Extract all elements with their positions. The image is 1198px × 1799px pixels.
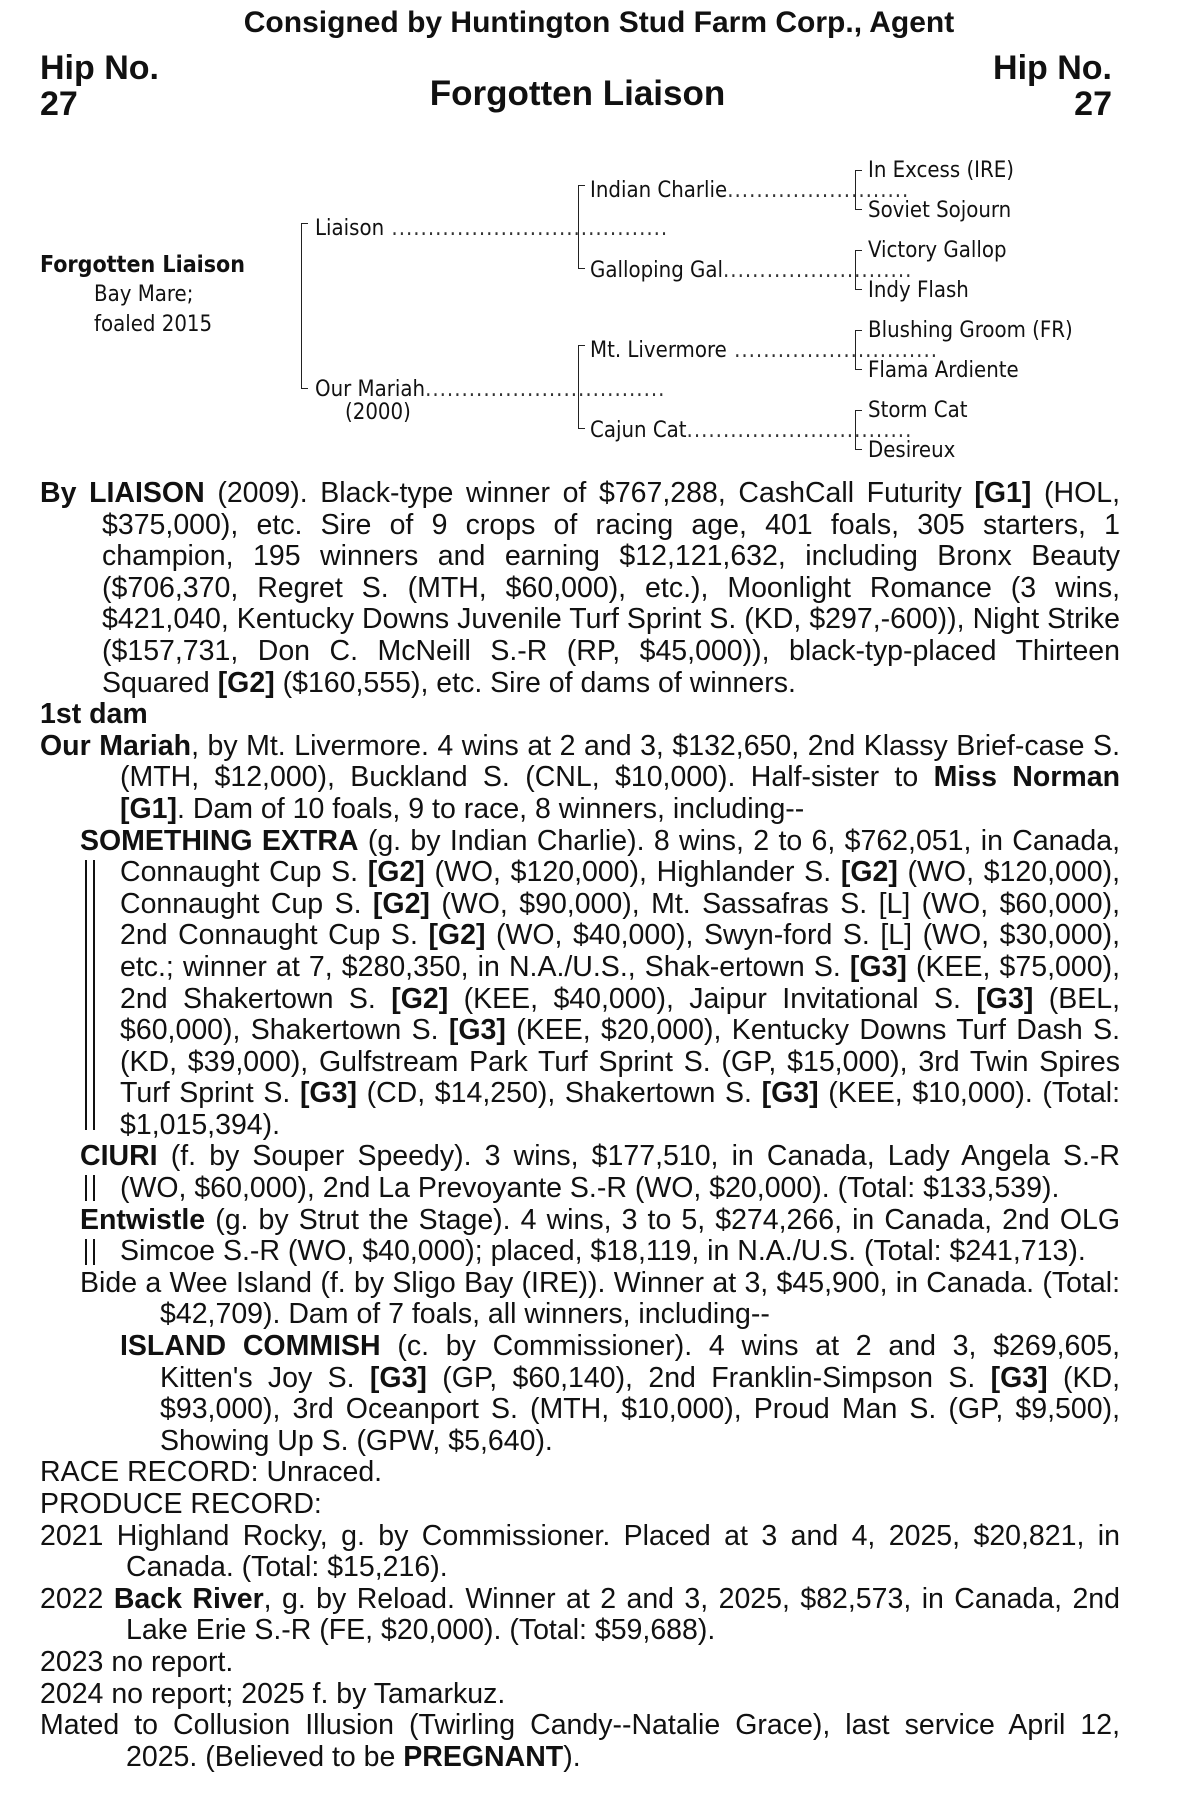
produce-bar [85, 1239, 95, 1265]
produce-something-extra: SOMETHING EXTRA (g. by Indian Charlie). 8 wins, 2 to 6, $762,051, in Canada, Connaught Cup S. [G2] (WO, $120,000), Highlander S. [G2] (WO, $120,000), Connaught Cup S. [G2] (WO, $90,000), Mt. Sassafras S. [L] (WO, $60,000), 2nd Connaught Cup S. [G2] (WO, $40,000), Swyn-ford S. [L] (WO, $30,000), etc.; winner at 7, $280,350, in N.A./U.S., Shak-ertown S. [G3] (KEE, $75,000), 2nd Shakertown S. [G2] (KEE, $40,000), Jaipur Invitational S. [G3] (BEL, $60,000), Shakertown S. [G3] (KEE, $20,000), Kentucky Downs Turf Dash S. (KD, $39,000), Gulfstream Park Turf Sprint S. (GP, $15,000), 3rd Twin Spires Turf Sprint S. [G3] (CD, $14,250), Shakertown S. [G3] (KEE, $10,000). (Total: $1,015,394). [80, 824, 1121, 1141]
pedigree-dam-year: (2000) [345, 400, 411, 425]
produce-entwistle: Entwistle (g. by Strut the Stage). 4 wins, 3 to 5, $274,266, in Canada, 2nd OLG Simcoe S.-R (WO, $40,000); placed, $18,119, in N.A./U.S. (Total: $241,713). [80, 1203, 1121, 1268]
catalog-body [40, 478, 1120, 1773]
produce-bar [85, 860, 95, 1130]
produce-2024: 2024 no report; 2025 f. by Tamarkuz. [40, 1677, 506, 1710]
hip-value: 27 [40, 85, 78, 123]
pedigree-bracket-g3-2 [855, 250, 856, 290]
pedigree-bracket-g3-3 [855, 330, 856, 370]
pedigree-gg-3: Victory Gallop [868, 238, 1007, 263]
first-dam-heading: 1st dam [40, 698, 148, 731]
pedigree-bracket-g3-1 [855, 170, 856, 210]
hip-label: Hip No. [993, 49, 1112, 87]
pedigree-gg-7: Storm Cat [868, 398, 968, 423]
pedigree-dam-sire: Mt. Livermore ............................ [590, 338, 939, 363]
horse-title: Forgotten Liaison [429, 74, 726, 113]
pedigree-gg-5: Blushing Groom (FR) [868, 318, 1073, 343]
pedigree-gg-2: Soviet Sojourn [868, 198, 1012, 223]
produce-ciuri: CIURI (f. by Souper Speedy). 3 wins, $177,510, in Canada, Lady Angela S.-R (WO, $60,000), 2nd La Prevoyante S.-R (WO, $20,000). (Total: $133,539). [80, 1140, 1121, 1205]
pedigree-gg-6: Flama Ardiente [868, 358, 1019, 383]
pedigree-bracket-g3-4 [855, 410, 856, 450]
pedigree-dam: Our Mariah................................. [315, 377, 666, 402]
produce-island-commish: ISLAND COMMISH (c. by Commissioner). 4 wins at 2 and 3, $269,605, Kitten's Joy S. [G3] (GP, $60,140), 2nd Franklin-Simpson S. [G3] (KD, $93,000), 3rd Oceanport S. (MTH, $10,000), Proud Man S. (GP, $9,500), Showing Up S. (GPW, $5,640). [120, 1330, 1120, 1457]
pedigree-bracket-dam [578, 345, 579, 429]
pedigree-subject-name: Forgotten Liaison [40, 252, 246, 278]
pedigree-bracket-sire [578, 185, 579, 269]
produce-record-heading: PRODUCE RECORD: [40, 1488, 322, 1520]
produce-2021: 2021 Highland Rocky, g. by Commissioner. Placed at 3 and 4, 2025, $20,821, in Canada. (Total: $15,216). [40, 1519, 1120, 1584]
pedigree-gg-1: In Excess (IRE) [868, 158, 1014, 183]
pedigree-subject-desc2: foaled 2015 [94, 312, 213, 337]
mating-statement: Mated to Collusion Illusion (Twirling Candy--Natalie Grace), last service April 12, 2025. (Believed to be PREGNANT). [40, 1709, 1120, 1773]
sire-paragraph: By LIAISON (2009). Black-type winner of $767,288, CashCall Futurity [G1] (HOL, $375,000), etc. Sire of 9 crops of racing age, 401 foals, 305 starters, 1 champion, 195 winners and earning $12,121,632, including Bronx Beauty ($706,370, Regret S. (MTH, $60,000), etc.), Moonlight Romance (3 wins, $421,040, Kentucky Downs Juvenile Turf Sprint S. (KD, $297,-600)), Night Strike ($157,731, Don C. McNeill S.-R (RP, $45,000)), black-typ-placed Thirteen Squared [G2] ($160,555), etc. Sire of dams of winners. [40, 477, 1121, 699]
pedigree-gg-8: Desireux [868, 438, 956, 463]
consignor-line: Consigned by Huntington Stud Farm Corp., Agent [243, 6, 955, 39]
pedigree-subject-desc1: Bay Mare; [94, 282, 194, 307]
pedigree-dam-dam: Cajun Cat............................... [590, 418, 913, 443]
pedigree-sire: Liaison ...................................... [315, 216, 669, 241]
produce-2022: 2022 Back River, g. by Reload. Winner at 2 and 3, 2025, $82,573, in Canada, 2nd Lake Erie S.-R (FE, $20,000). (Total: $59,688). [40, 1582, 1121, 1647]
first-dam-name: Our Mariah [40, 729, 192, 762]
hip-value: 27 [1074, 85, 1112, 123]
pedigree-gg-4: Indy Flash [868, 278, 969, 303]
race-record: RACE RECORD: Unraced. [40, 1456, 383, 1489]
pedigree-sire-dam: Galloping Gal.......................... [590, 258, 913, 283]
produce-bide-a-wee-island: Bide a Wee Island (f. by Sligo Bay (IRE)). Winner at 3, $45,900, in Canada. (Total: $42,709). Dam of 7 foals, all winners, including-- [80, 1266, 1120, 1331]
produce-2023: 2023 no report. [40, 1645, 234, 1678]
sire-name: LIAISON [89, 477, 205, 509]
pregnant-status: PREGNANT [403, 1740, 564, 1773]
first-dam-paragraph: Our Mariah, by Mt. Livermore. 4 wins at 2 and 3, $132,650, 2nd Klassy Brief-case S. (MTH, $12,000), Buckland S. (CNL, $10,000). Half-sister to Miss Norman [G1]. Dam of 10 foals, 9 to race, 8 winners, including-- [40, 729, 1120, 825]
pedigree-sire-sire: Indian Charlie......................... [590, 178, 910, 203]
produce-bar [85, 1175, 95, 1201]
hip-label: Hip No. [40, 49, 159, 87]
pedigree-bracket-gen1 [301, 223, 302, 389]
